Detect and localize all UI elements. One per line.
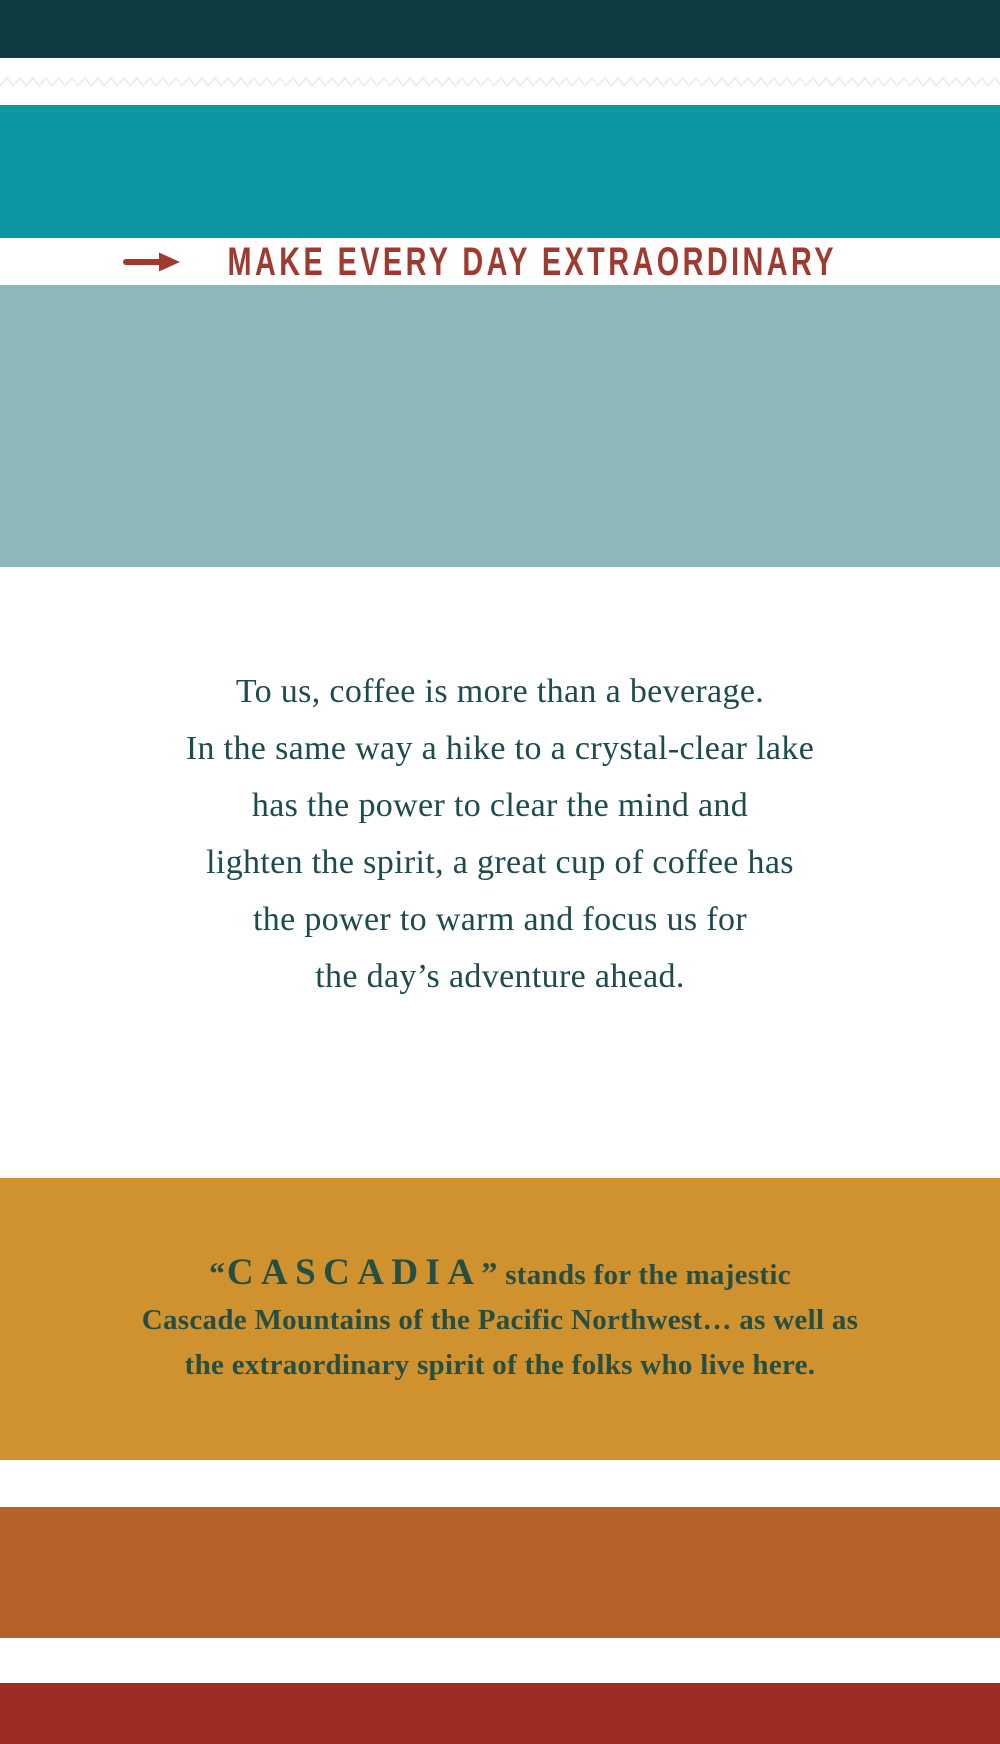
cascadia-gold-band [0,1178,1000,1460]
right-arrow-icon [123,250,181,274]
white-gap [0,1638,1000,1683]
manifesto-line: In the same way a hike to a crystal-clear lake [185,730,815,767]
manifesto-section [0,567,1000,1178]
stripe-dark-teal [0,0,1000,58]
tagline-band [0,238,1000,285]
white-gap [0,1460,1000,1507]
zigzag-pattern-icon [0,73,1000,91]
manifesto-line: the day’s adventure ahead. [315,958,685,995]
manifesto-line: has the power to clear the mind and [251,787,749,824]
tagline-text: MAKE EVERY DAY EXTRAORDINARY [227,239,837,284]
manifesto-line: the power to warm and focus us for [252,901,748,938]
close-quote: ” [481,1255,498,1291]
stripe-teal [0,105,1000,238]
zigzag-pattern-band [0,58,1000,105]
cascadia-line-2: Cascade Mountains of the Pacific Northwest… as well as [141,1304,859,1336]
open-quote: “ [209,1255,226,1291]
stripe-rust-orange [0,1507,1000,1638]
cascadia-line-1 [209,1250,791,1298]
manifesto-line: lighten the spirit, a great cup of coffee has [206,844,794,881]
cascadia-line-3: the extraordinary spirit of the folks who live here. [184,1349,816,1381]
cascadia-brand-word: CASCADIA [226,1252,482,1293]
manifesto-line: To us, coffee is more than a beverage. [235,673,765,710]
stripe-dark-red [0,1683,1000,1744]
stripe-sage-blue [0,285,1000,567]
cascadia-line-1-text: stands for the majestic [497,1259,791,1291]
